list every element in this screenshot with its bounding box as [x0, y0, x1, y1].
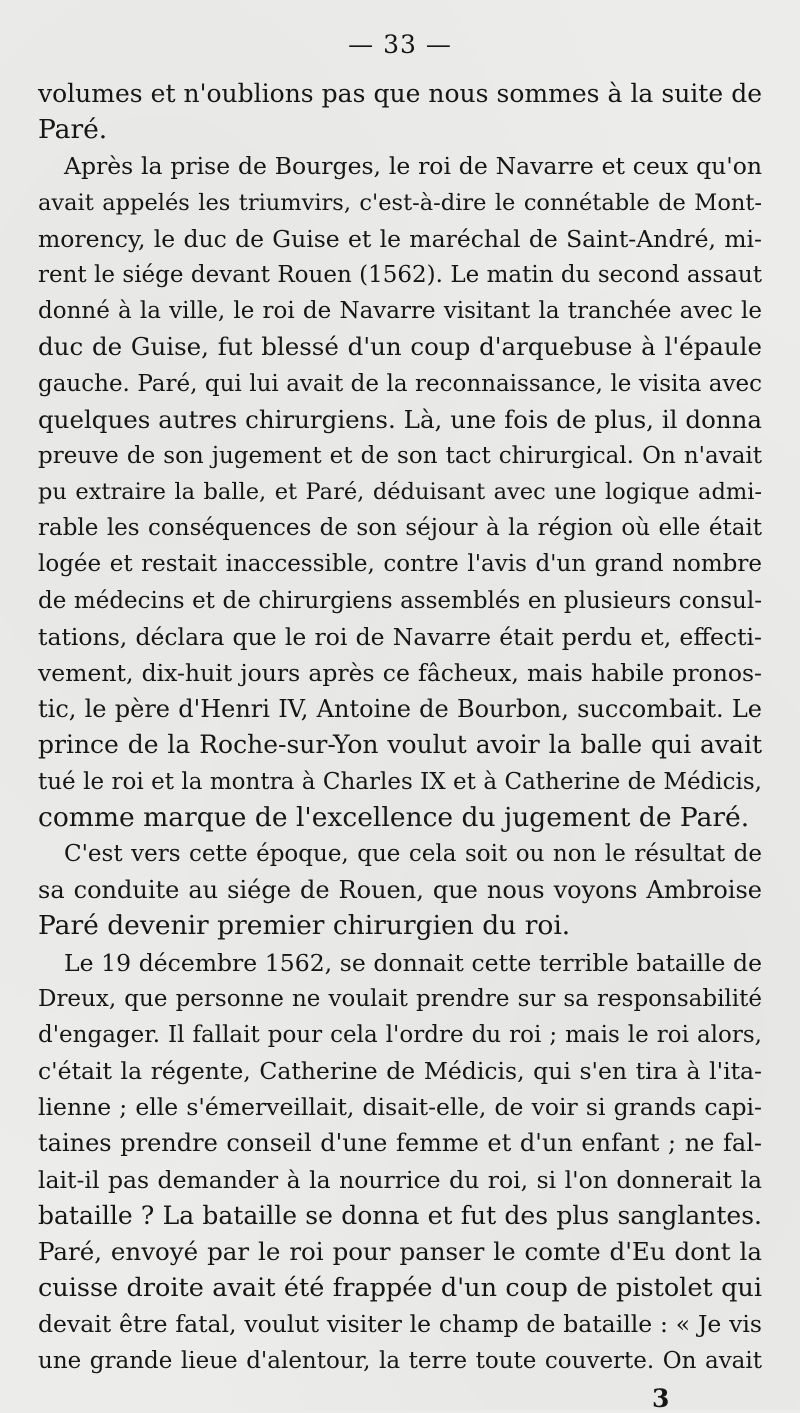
text-line: Paré. [38, 114, 108, 146]
text-line: Paré devenir premier chirurgien du roi. [38, 910, 571, 942]
text-line: donné à la ville, le roi de Navarre visitant la tranchée avec le [38, 298, 762, 325]
text-line: comme marque de l'excellence du jugement de Paré. [38, 801, 750, 833]
text-line: tic, le père d'Henri IV, Antoine de Bourbon, succombait. Le [38, 695, 762, 724]
paragraph-first-line: Le 19 décembre 1562, se donnait cette terrible bataille de [64, 948, 762, 977]
text-line: lait-il pas demander à la nourrice du roi, si l'on donnerait la [38, 1165, 762, 1194]
text-line: morency, le duc de Guise et le maréchal de Saint-André, mi- [38, 224, 762, 253]
text-line: volumes et n'oublions pas que nous sommes à la suite de [38, 79, 762, 108]
text-line: rent le siége devant Rouen (1562). Le matin du second assaut [38, 261, 762, 288]
text-line: rable les conséquences de son séjour à la région où elle était [38, 515, 762, 542]
paragraph-first-line: Après la prise de Bourges, le roi de Navarre et ceux qu'on [64, 152, 762, 181]
text-line: preuve de son jugement et de son tact chirurgical. On n'avait [38, 442, 762, 469]
text-line: Dreux, que personne ne voulait prendre sur sa responsabilité [38, 985, 762, 1012]
signature-mark: 3 [652, 1384, 670, 1413]
body-text [38, 76, 762, 1379]
text-line: duc de Guise, fut blessé d'un coup d'arquebuse à l'épaule [38, 332, 762, 362]
text-line: gauche. Paré, qui lui avait de la reconnaissance, le visita avec [38, 370, 762, 397]
text-line: cuisse droite avait été frappée d'un coup de pistolet qui [38, 1273, 762, 1304]
text-line: quelques autres chirurgiens. Là, une fois de plus, il donna [38, 404, 762, 434]
text-line: bataille ? La bataille se donna et fut des plus sanglantes. [38, 1200, 762, 1230]
text-line: avait appelés les triumvirs, c'est-à-dire le connétable de Mont- [38, 189, 762, 216]
paragraph-first-line: C'est vers cette époque, que cela soit ou non le résultat de [64, 840, 762, 867]
text-line: d'engager. Il fallait pour cela l'ordre du roi ; mais le roi alors, [38, 1021, 762, 1048]
text-line: de médecins et de chirurgiens assemblés en plusieurs consul- [38, 587, 762, 614]
text-line: logée et restait inaccessible, contre l'avis d'un grand nombre [38, 551, 762, 578]
text-line: tations, déclara que le roi de Navarre était perdu et, effecti- [38, 622, 762, 651]
text-line: une grande lieue d'alentour, la terre toute couverte. On avait [38, 1347, 762, 1374]
page-number: — 33 — [348, 30, 452, 59]
text-line: c'était la régente, Catherine de Médicis, qui s'en tira à l'ita- [38, 1057, 762, 1086]
text-line: Paré, envoyé par le roi pour panser le comte d'Eu dont la [38, 1237, 762, 1266]
text-line: sa conduite au siége de Rouen, que nous voyons Ambroise [38, 876, 762, 905]
text-line: prince de la Roche-sur-Yon voulut avoir la balle qui avait [38, 730, 762, 760]
text-line: tué le roi et la montra à Charles IX et à Catherine de Médicis, [38, 768, 762, 795]
text-line: lienne ; elle s'émerveillait, disait-elle, de voir si grands capi- [38, 1093, 762, 1122]
text-line: devait être fatal, voulut visiter le champ de bataille : « Je vis [38, 1310, 762, 1339]
text-line: vement, dix-huit jours après ce fâcheux, mais habile pronos- [38, 659, 762, 687]
text-line: taines prendre conseil d'une femme et d'un enfant ; ne fal- [38, 1129, 762, 1158]
text-line: pu extraire la balle, et Paré, déduisant avec une logique admi- [38, 479, 762, 506]
